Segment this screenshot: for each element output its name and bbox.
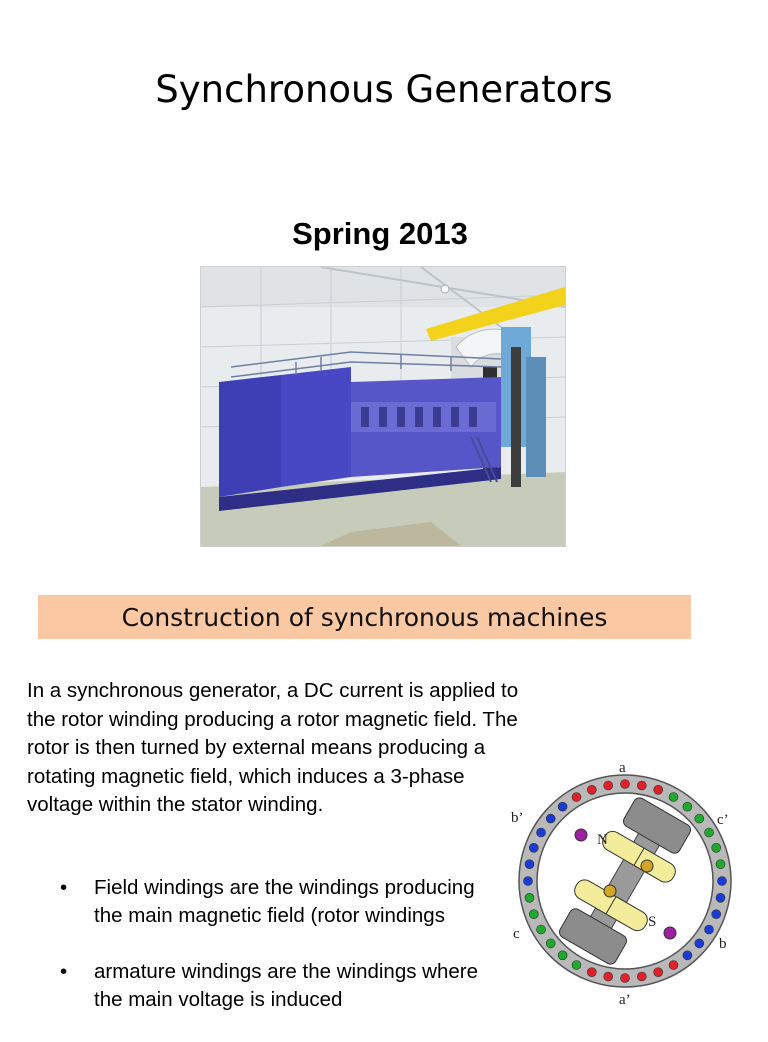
- stator-conductor: [716, 860, 725, 869]
- stator-conductor: [572, 961, 581, 970]
- stator-conductor: [695, 939, 704, 948]
- stator-conductor: [654, 968, 663, 977]
- stator-conductor: [572, 793, 581, 802]
- list-item: [60, 958, 500, 1014]
- bullet-icon: •: [60, 960, 68, 983]
- stator-conductor: [537, 925, 546, 934]
- stator-conductor: [529, 910, 538, 919]
- synchronous-machine-diagram: [505, 758, 755, 1008]
- stator-conductor: [546, 814, 555, 823]
- subtitle: Spring 2013: [292, 216, 468, 251]
- section-heading-bar: [38, 595, 691, 639]
- stator-conductor: [621, 974, 630, 983]
- stator-conductor: [525, 860, 534, 869]
- stator-conductor: [669, 793, 678, 802]
- stator-conductor: [558, 802, 567, 811]
- label-b-prime: b’: [511, 810, 524, 826]
- stator-conductor: [604, 781, 613, 790]
- stator-conductor: [587, 968, 596, 977]
- label-north: N: [597, 832, 608, 848]
- label-c: c: [513, 926, 520, 942]
- stator-conductor: [525, 893, 534, 902]
- stator-conductor: [712, 843, 721, 852]
- generator-photo: [200, 266, 566, 547]
- stator-conductor: [604, 972, 613, 981]
- stator-conductor: [718, 877, 727, 886]
- label-c-prime: c’: [717, 812, 729, 828]
- bullet-text: Field windings are the windings producing the main magnetic field (rotor windings: [94, 876, 475, 927]
- stator-conductor: [537, 828, 546, 837]
- stator-conductor: [705, 925, 714, 934]
- stator-conductor: [716, 893, 725, 902]
- page-title: Synchronous Generators: [155, 68, 613, 111]
- stator-conductor: [669, 961, 678, 970]
- stator-conductor: [637, 972, 646, 981]
- body-paragraph: In a synchronous generator, a DC current is applied to the rotor winding producing a rotor magnetic field. The rotor is then turned by external means producing a rotating magnetic field, which induces a 3-phase voltage within the stator winding.: [27, 679, 519, 817]
- bullet-text: armature windings are the windings where the main voltage is induced: [94, 960, 479, 1011]
- stator-conductor: [695, 814, 704, 823]
- stator-conductor: [587, 785, 596, 794]
- stator-conductor: [546, 939, 555, 948]
- label-b: b: [719, 936, 727, 952]
- section-heading: Construction of synchronous machines: [121, 602, 608, 632]
- label-a-prime: a’: [619, 992, 631, 1008]
- stator-conductor: [712, 910, 721, 919]
- stator-conductor: [705, 828, 714, 837]
- label-a: a: [619, 760, 626, 776]
- stator-conductor: [558, 951, 567, 960]
- stator-conductor: [683, 951, 692, 960]
- label-south: S: [648, 914, 657, 930]
- stator-conductor: [683, 802, 692, 811]
- stator-conductor: [524, 877, 533, 886]
- stator-conductor: [654, 785, 663, 794]
- stator-conductor: [529, 843, 538, 852]
- bullet-list: [60, 874, 500, 1042]
- stator-conductor: [621, 780, 630, 789]
- list-item: [60, 874, 500, 930]
- bullet-icon: •: [60, 876, 68, 899]
- stator-conductor: [637, 781, 646, 790]
